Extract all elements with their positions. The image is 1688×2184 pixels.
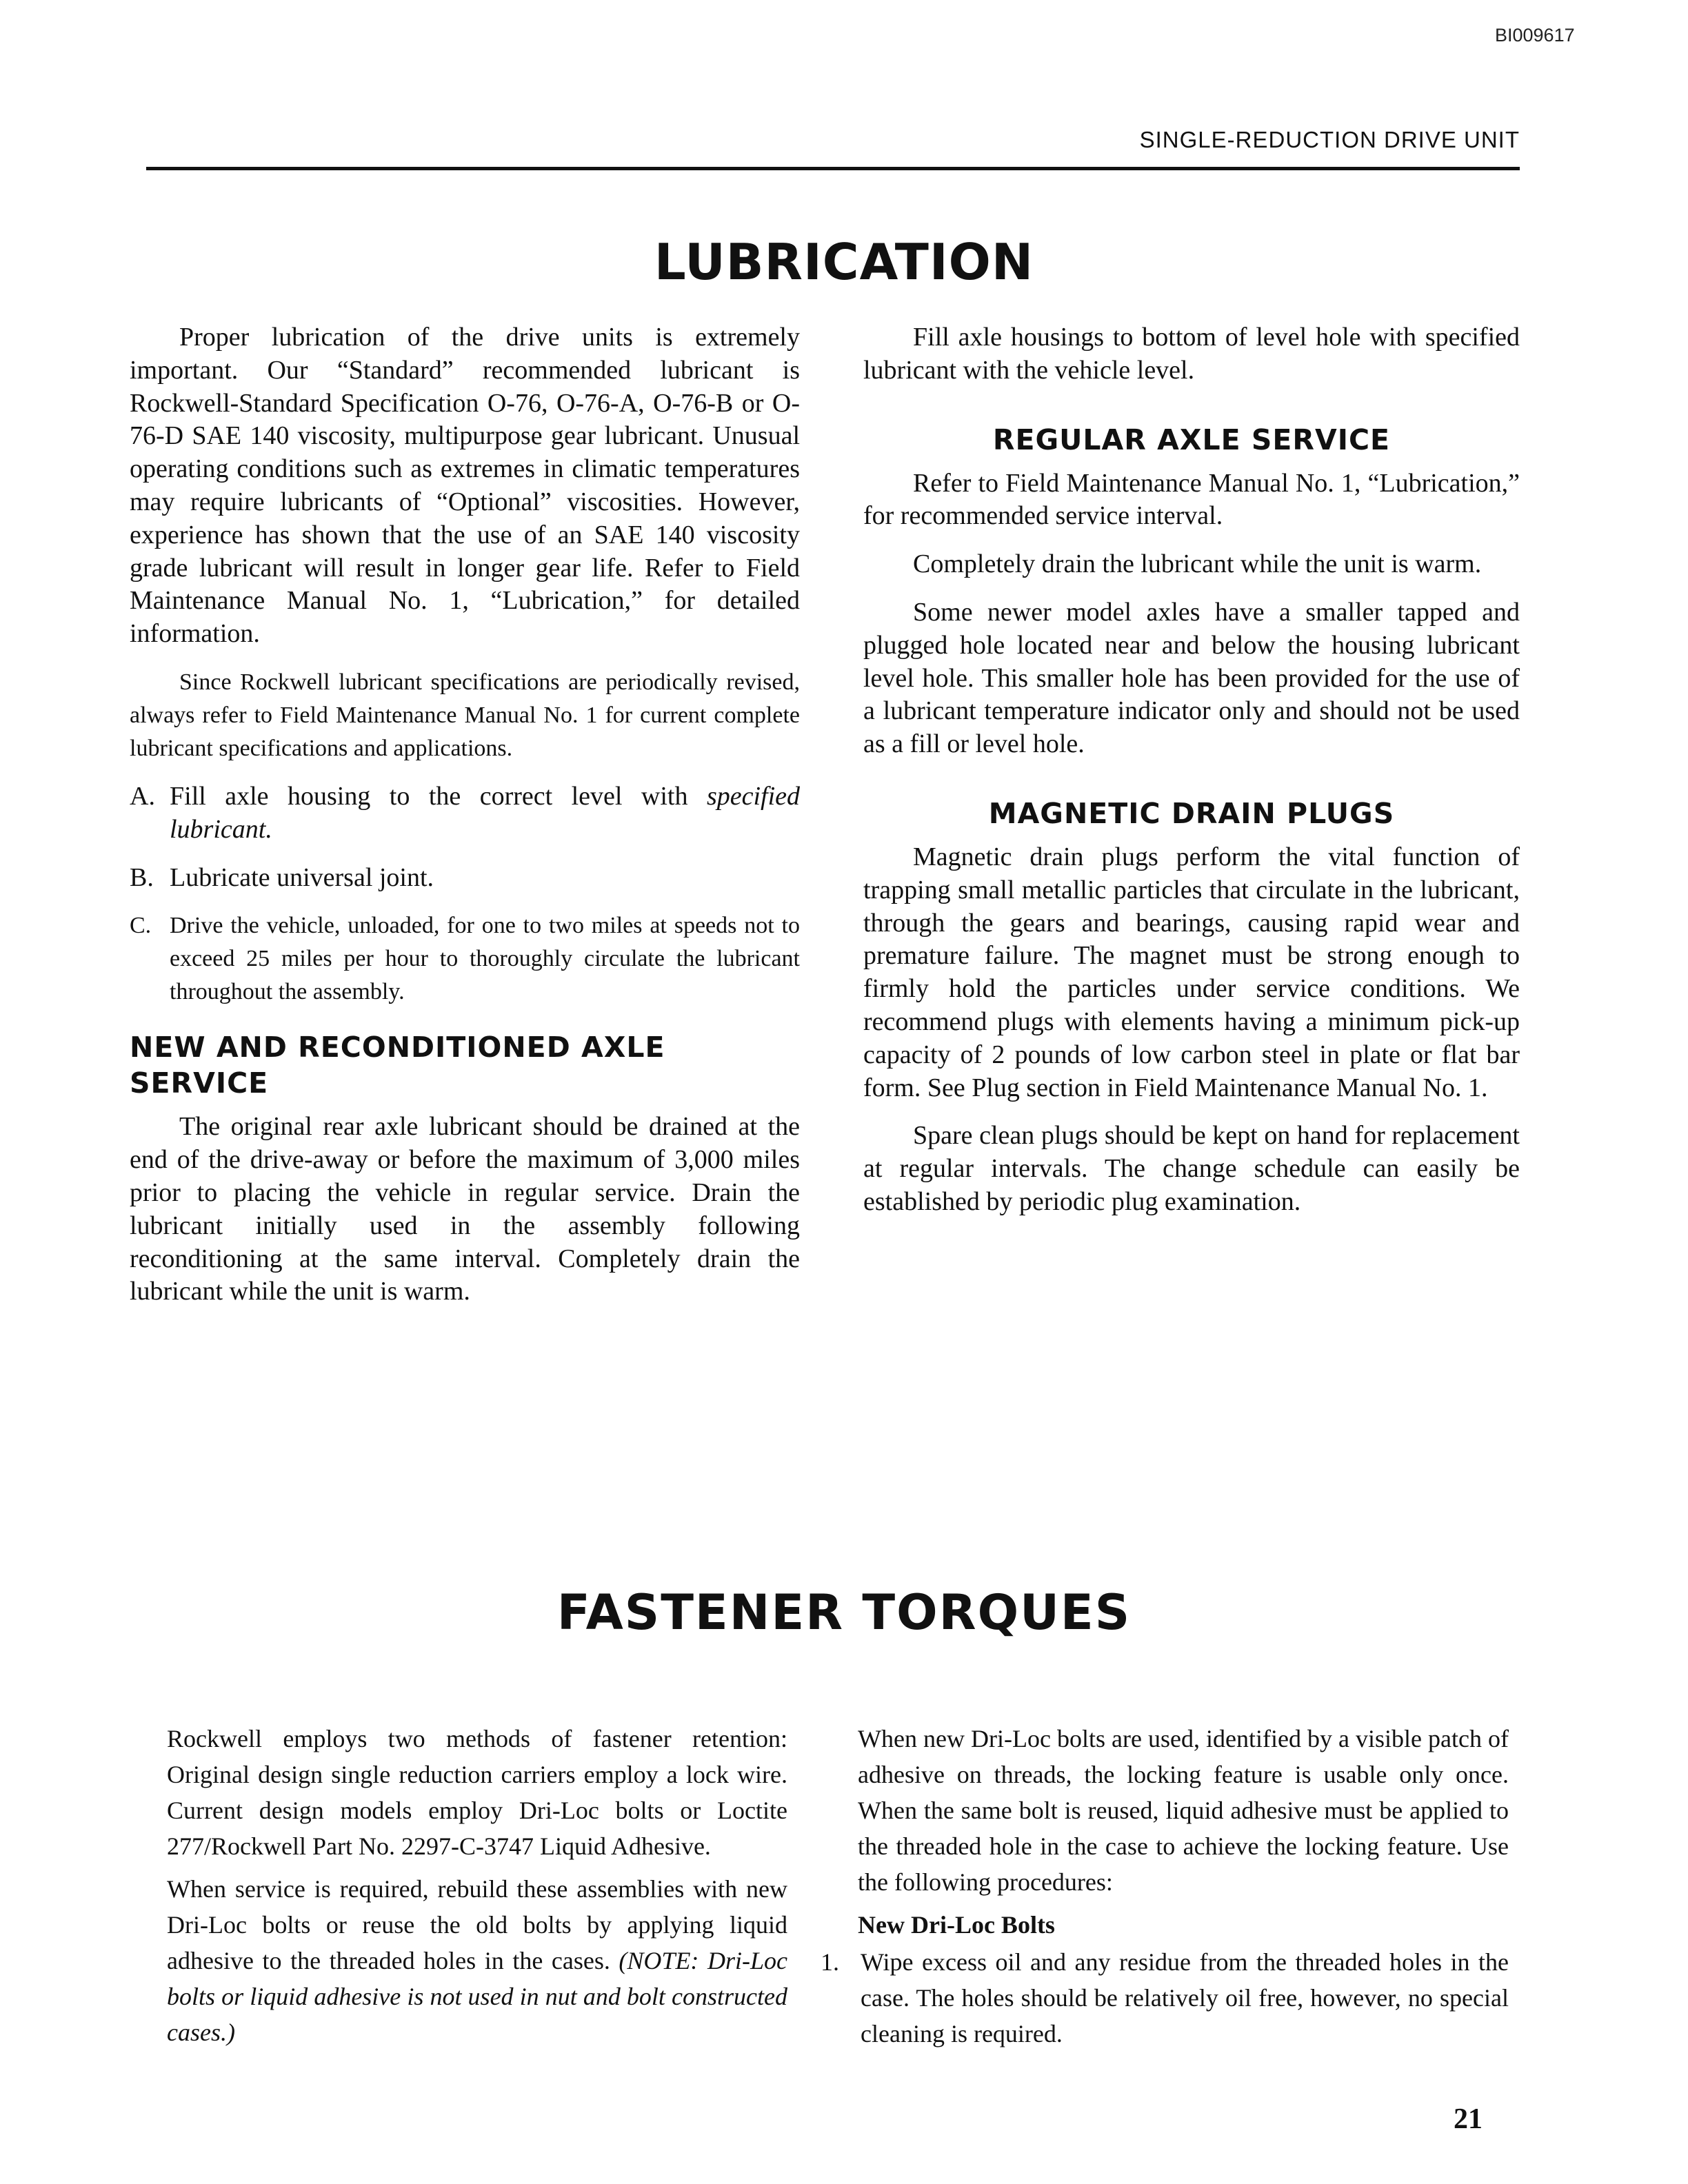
regular-service-text-3: Some newer model axles have a smaller tapped and plugged hole located near and below the housing lubricant level hole. This smaller hole has been provided for the use of a lubricant temperature indicator only and should not be used as a fill or level hole.: [863, 597, 1520, 759]
lubrication-step: [130, 909, 800, 1009]
page-number: 21: [1454, 2103, 1483, 2135]
fastener-left-column: [167, 1721, 787, 2057]
fastener-text-3: When new Dri-Loc bolts are used, identified by a visible patch of adhesive on threads, the locking feature is usable only once. When the same bolt is reused, liquid adhesive must be applied to the threaded hole in the case to achieve the locking feature. Use the following procedures:: [858, 1725, 1509, 1896]
regular-service-text-1: Refer to Field Maintenance Manual No. 1, “Lubrication,” for recommended service interval.: [863, 468, 1520, 531]
fastener-title: FASTENER TORQUES: [556, 1584, 1132, 1641]
regular-service-heading: REGULAR AXLE SERVICE: [992, 423, 1391, 456]
fill-text: Fill axle housings to bottom of level hole with specified lubricant with the vehicle level.: [863, 323, 1520, 385]
step-label: A.: [130, 781, 155, 811]
fastener-step: [821, 1944, 1509, 2052]
magnetic-plugs-text-1: Magnetic drain plugs perform the vital function of trapping small metallic particles that circulate in the lubricant, through the gears and bearings, causing rapid wear and premature failure. The magnet must be strong enough to firmly hold the particles under service conditions. We recommend plugs with elements having a minimum pick-up capacity of 2 pounds of low carbon steel in plate or flat bar form. See Plug section in Field Maintenance Manual No. 1.: [863, 842, 1520, 1102]
lubrication-step: [130, 780, 800, 847]
fastener-subheading: New Dri-Loc Bolts: [858, 1911, 1055, 1939]
lubrication-step: [130, 862, 800, 895]
magnetic-plugs-heading: MAGNETIC DRAIN PLUGS: [988, 796, 1395, 830]
step-a-emphasis: specified lubricant.: [170, 781, 800, 844]
new-service-heading: NEW AND RECONDITIONED AXLE SERVICE: [130, 1031, 665, 1100]
lubrication-note: Since Rockwell lubricant specifications are periodically revised, always refer to Field Maintenance Manual No. 1 for current complete lubricant specifications and applications.: [130, 669, 800, 761]
regular-service-text-2: Completely drain the lubricant while the unit is warm.: [913, 549, 1482, 579]
lubrication-intro: Proper lubrication of the drive units is extremely important. Our “Standard” recommended lubricant is Rockwell-Standard Specification O-76, O-76-A, O-76-B or O-76-D SAE 140 viscosity, multipurpose gear lubricant. Unusual operating conditions such as extremes in climatic temperatures may require lubricants of “Optional” viscosities. However, experience has shown that the use of an SAE 140 viscosity grade lubricant will result in longer gear life. Refer to Field Maintenance Manual No. 1, “Lubrication,” for detailed information.: [130, 323, 800, 649]
new-service-text: The original rear axle lubricant should be drained at the end of the drive-away or before the maximum of 3,000 miles prior to placing the vehicle in regular service. Drain the lubricant initially used in the assembly following reconditioning at the same interval. Completely drain the lubricant while the unit is warm.: [130, 1112, 800, 1306]
step-label: C.: [130, 913, 152, 939]
fastener-right-column: [821, 1721, 1509, 2067]
step-a-text: Fill axle housing to the correct level with: [170, 781, 707, 811]
fastener-step-text: Wipe excess oil and any residue from the threaded holes in the case. The holes should be relatively oil free, however, no special cleaning is required.: [861, 1948, 1509, 2048]
document-id: BI009617: [1495, 25, 1575, 46]
step-b-text: Lubricate universal joint.: [170, 862, 434, 892]
header-rule: [146, 167, 1520, 170]
fastener-note: (NOTE: Dri-Loc bolts or liquid adhesive is not used in nut and bolt constructed cases.): [167, 1947, 787, 2046]
step-text: [170, 780, 800, 847]
lubrication-left-column: [130, 321, 800, 1324]
fastener-step-label: 1.: [821, 1948, 839, 1976]
step-label: B.: [130, 862, 154, 892]
fastener-text-2-body: When service is required, rebuild these assemblies with new Dri-Loc bolts or reuse the old bolts by applying liquid adhesive to the threaded holes in the cases.: [167, 1875, 787, 1974]
fastener-text-1: Rockwell employs two methods of fastener retention: Original design single reduction carriers employ a lock wire. Current design models employ Dri-Loc bolts or Loctite 277/Rockwell Part No. 2297-C-3747 Liquid Adhesive.: [167, 1725, 787, 1860]
lubrication-title: LUBRICATION: [654, 233, 1034, 291]
running-head: SINGLE-REDUCTION DRIVE UNIT: [1139, 127, 1520, 152]
lubrication-right-column: [863, 321, 1520, 1234]
fastener-text-2: [167, 1871, 787, 2050]
magnetic-plugs-text-2: Spare clean plugs should be kept on hand for replacement at regular intervals. The change schedule can easily be established by periodic plug examination.: [863, 1121, 1520, 1216]
step-c-text: Drive the vehicle, unloaded, for one to two miles at speeds not to exceed 25 miles per hour to thoroughly circulate the lubricant throughout the assembly.: [170, 913, 800, 1005]
